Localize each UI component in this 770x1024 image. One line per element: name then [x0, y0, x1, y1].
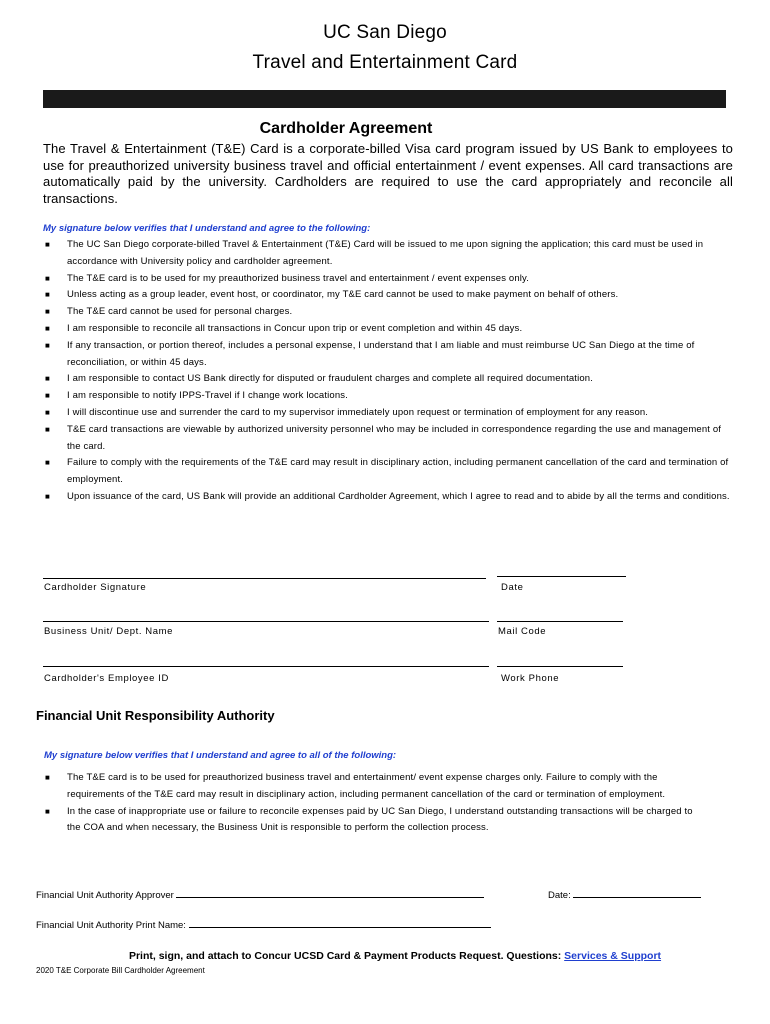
- list-item: ■ Unless acting as a group leader, event host, or coordinator, my T&E card cannot be used to make payment on behalf of others.: [43, 287, 737, 304]
- approver-field: [36, 888, 484, 901]
- approver-date-line[interactable]: [573, 888, 701, 898]
- list-item: ■ The T&E card is to be used for preauthorized business travel and entertainment/ event expense charges only. Failure to comply with the requirements of the T&E card may result in disciplinary action, including permanent cancellation of the card or termination of employment.: [45, 772, 666, 800]
- mail-code-label: Mail Code: [498, 626, 547, 637]
- work-phone-label: Work Phone: [501, 673, 560, 684]
- square-bullet-icon: ■: [45, 323, 50, 333]
- approver-date-field: [548, 888, 701, 901]
- employee-id-line[interactable]: [43, 666, 489, 667]
- business-unit-label: Business Unit/ Dept. Name: [44, 626, 174, 637]
- date-label: Date: [501, 582, 524, 593]
- agreement-heading: Cardholder Agreement: [259, 120, 433, 137]
- square-bullet-icon: ■: [45, 391, 50, 401]
- list-item: ■ Failure to comply with the requirements of the T&E card may result in disciplinary action, including permanent cancellation of the card and termination of employment.: [45, 457, 729, 486]
- work-phone-line[interactable]: [497, 666, 623, 667]
- cardholder-terms-list: [43, 237, 737, 506]
- square-bullet-icon: ■: [45, 458, 50, 468]
- print-name-line[interactable]: [189, 918, 491, 928]
- title-divider-bar: [43, 90, 726, 108]
- cardholder-signature-line[interactable]: [43, 578, 486, 579]
- financial-unit-heading: Financial Unit Responsibility Authority: [36, 708, 275, 723]
- agreement-intro: The Travel & Entertainment (T&E) Card is a corporate-billed Visa card program issued by US Bank to employees to use for preauthorized university business travel and official entertainment / event expenses. All card transactions are automatically paid by the university. Cardholders are required to use the card appropriately and reconcile all transactions.: [43, 141, 733, 206]
- card-program-title: Travel and Entertainment Card: [252, 52, 518, 73]
- print-name-label: Financial Unit Authority Print Name:: [36, 920, 186, 931]
- mail-code-line[interactable]: [497, 621, 623, 622]
- list-item: ■ I am responsible to reconcile all transactions in Concur upon trip or event completion and within 45 days.: [43, 321, 737, 338]
- cardholder-verify-statement: My signature below verifies that I understand and agree to the following:: [43, 223, 371, 234]
- financial-terms-list: [43, 770, 693, 837]
- approver-signature-line[interactable]: [176, 888, 484, 898]
- list-item: ■ The UC San Diego corporate-billed Travel & Entertainment (T&E) Card will be issued to me upon signing the application; this card must be used in accordance with University policy and cardholder agreement.: [45, 239, 704, 267]
- approver-label: Financial Unit Authority Approver: [36, 890, 174, 901]
- services-support-link[interactable]: Services & Support: [564, 950, 662, 962]
- square-bullet-icon: ■: [45, 773, 50, 782]
- square-bullet-icon: ■: [45, 374, 50, 384]
- square-bullet-icon: ■: [45, 340, 50, 350]
- print-name-field: [36, 918, 491, 931]
- square-bullet-icon: ■: [45, 273, 50, 283]
- list-item: ■ The T&E card is to be used for my preauthorized business travel and entertainment / event expenses only.: [43, 271, 737, 288]
- cardholder-signature-label: Cardholder Signature: [44, 582, 147, 593]
- list-item: ■ I will discontinue use and surrender the card to my supervisor immediately upon request or termination of employment for any reason.: [43, 405, 737, 422]
- square-bullet-icon: ■: [45, 307, 50, 317]
- form-identifier: 2020 T&E Corporate Bill Cardholder Agreement: [36, 966, 205, 975]
- org-title: UC San Diego: [323, 22, 447, 43]
- business-unit-line[interactable]: [43, 621, 489, 622]
- date-line[interactable]: [497, 576, 626, 577]
- list-item: ■ I am responsible to notify IPPS-Travel if I change work locations.: [43, 388, 737, 405]
- list-item: ■ If any transaction, or portion thereof, includes a personal expense, I understand that I am liable and must reimburse UC San Diego at the time of reconciliation, or within 45 days.: [45, 339, 695, 368]
- footer-instruction: [0, 950, 770, 962]
- list-item: ■ Upon issuance of the card, US Bank will provide an additional Cardholder Agreement, which I agree to read and to abide by all the terms and conditions.: [43, 489, 737, 506]
- list-item: ■ In the case of inappropriate use or failure to reconcile expenses paid by UC San Diego, I understand outstanding transactions will be charged to the COA and when necessary, the Business Unit is responsible to perform the collection process.: [45, 805, 693, 834]
- square-bullet-icon: ■: [45, 290, 50, 300]
- employee-id-label: Cardholder's Employee ID: [44, 673, 169, 684]
- square-bullet-icon: ■: [45, 806, 50, 816]
- financial-verify-statement: My signature below verifies that I understand and agree to all of the following:: [44, 750, 397, 761]
- list-item: ■ T&E card transactions are viewable by authorized university personnel who may be included in correspondence regarding the use and management of the card.: [45, 423, 722, 452]
- list-item: ■ I am responsible to contact US Bank directly for disputed or fraudulent charges and complete all required documentation.: [43, 371, 737, 388]
- footer-instruction-text: Print, sign, and attach to Concur UCSD Card & Payment Products Request. Questions:: [128, 950, 562, 962]
- square-bullet-icon: ■: [45, 407, 50, 417]
- square-bullet-icon: ■: [45, 491, 50, 501]
- list-item: ■ The T&E card cannot be used for personal charges.: [43, 304, 737, 321]
- square-bullet-icon: ■: [45, 424, 50, 434]
- square-bullet-icon: ■: [45, 240, 50, 249]
- approver-date-label: Date:: [548, 890, 571, 901]
